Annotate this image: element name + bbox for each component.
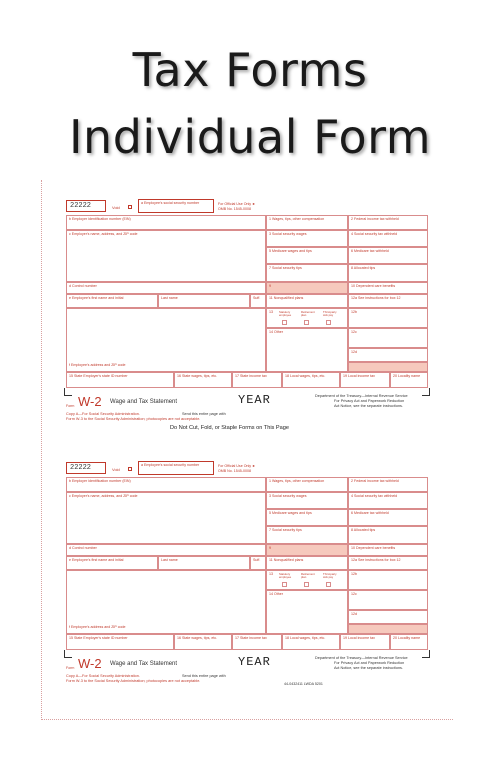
box-17-state-tax[interactable]: 17 State income tax	[232, 634, 282, 650]
box-20-locality[interactable]: 20 Locality name	[390, 372, 428, 388]
box-18-local-wages[interactable]: 18 Local wages, tips, etc.	[282, 372, 340, 388]
omb-number: OMB No. 1545-0008	[218, 469, 251, 473]
dept-line-2: For Privacy Act and Paperwork Reduction	[334, 399, 405, 403]
box-10-dependent-care[interactable]: 10 Dependent care benefits	[348, 282, 428, 294]
box-c-employer[interactable]: c Employer's name, address, and ZIP code	[66, 230, 266, 282]
w2-box-grid	[66, 460, 428, 650]
box-7-ss-tips[interactable]: 7 Social security tips	[266, 526, 348, 544]
box-b-ein[interactable]: b Employer identification number (EIN)	[66, 477, 266, 492]
send-page-line: Send this entire page with	[182, 412, 226, 416]
retirement-checkbox[interactable]	[304, 320, 309, 325]
form-code: 22222	[66, 200, 106, 212]
sickpay-checkbox[interactable]	[326, 320, 331, 325]
box-4-ss-tax[interactable]: 4 Social security tax withheld	[348, 492, 428, 509]
form-code: 22222	[66, 462, 106, 474]
box-13-sickpay-label: Third-party sick pay	[323, 310, 337, 317]
box-14-other[interactable]: 14 Other	[266, 328, 348, 372]
box-17-state-tax[interactable]: 17 State income tax	[232, 372, 282, 388]
box-13-retirement-label: Retirement plan	[301, 572, 315, 579]
box-shaded-blank	[348, 362, 428, 372]
box-13: 13	[266, 570, 348, 590]
box-18-local-wages[interactable]: 18 Local wages, tips, etc.	[282, 634, 340, 650]
box-15-state-id[interactable]: 15 State Employer's state ID number	[66, 372, 174, 388]
box-e-suffix[interactable]: Suff.	[250, 294, 266, 308]
w2-label: W-2	[78, 394, 102, 409]
box-1-wages[interactable]: 1 Wages, tips, other compensation	[266, 477, 348, 492]
box-shaded-blank	[348, 624, 428, 634]
box-13-statutory-label: Statutory employee	[279, 310, 292, 317]
box-5-medicare-wages[interactable]: 5 Medicare wages and tips	[266, 247, 348, 264]
box-2-federal-tax[interactable]: 2 Federal income tax withheld	[348, 477, 428, 492]
box-9: 9	[266, 544, 348, 556]
box-19-local-tax[interactable]: 19 Local income tax	[340, 372, 390, 388]
statement-title: Wage and Tax Statement	[110, 399, 178, 405]
do-not-cut-notice: Do Not Cut, Fold, or Staple Forms on This Page	[170, 425, 289, 431]
box-12c[interactable]: 12c	[348, 590, 428, 610]
official-use-label: For Official Use Only ►	[218, 202, 256, 206]
box-12b[interactable]: 12b	[348, 570, 428, 590]
box-e-first-name[interactable]: e Employee's first name and initial	[66, 294, 158, 308]
box-12a[interactable]: 12a See instructions for box 12	[348, 294, 428, 308]
tax-year: YEAR	[238, 393, 271, 407]
box-a-ssn[interactable]: a Employee's social security number	[138, 199, 214, 213]
box-e-first-name[interactable]: e Employee's first name and initial	[66, 556, 158, 570]
box-a-ssn[interactable]: a Employee's social security number	[138, 461, 214, 475]
box-3-ss-wages[interactable]: 3 Social security wages	[266, 492, 348, 509]
box-b-ein[interactable]: b Employer identification number (EIN)	[66, 215, 266, 230]
box-16-state-wages[interactable]: 16 State wages, tips, etc.	[174, 372, 232, 388]
form-word: Form	[66, 404, 75, 408]
dept-line-2: For Privacy Act and Paperwork Reduction	[334, 661, 405, 665]
sickpay-checkbox[interactable]	[326, 582, 331, 587]
copy-a-line: Copy A—For Social Security Administration.	[66, 674, 140, 678]
void-label: Void	[112, 467, 120, 472]
box-3-ss-wages[interactable]: 3 Social security wages	[266, 230, 348, 247]
statement-title: Wage and Tax Statement	[110, 661, 178, 667]
official-use-label: For Official Use Only ►	[218, 464, 256, 468]
box-2-federal-tax[interactable]: 2 Federal income tax withheld	[348, 215, 428, 230]
void-checkbox[interactable]	[128, 205, 132, 209]
retirement-checkbox[interactable]	[304, 582, 309, 587]
page-title-line2: Individual Form	[68, 110, 432, 164]
omb-number: OMB No. 1545-0008	[218, 207, 251, 211]
box-e-last-name[interactable]: Last name	[158, 556, 250, 570]
crop-mark	[422, 388, 430, 396]
box-4-ss-tax[interactable]: 4 Social security tax withheld	[348, 230, 428, 247]
void-label: Void	[112, 205, 120, 210]
box-13-sickpay-label: Third-party sick pay	[323, 572, 337, 579]
box-13-statutory-label: Statutory employee	[279, 572, 292, 579]
box-d-control[interactable]: d Control number	[66, 544, 266, 556]
box-e-last-name[interactable]: Last name	[158, 294, 250, 308]
dept-line-1: Department of the Treasury—Internal Revenue Service	[315, 394, 408, 398]
page-title-line1: Tax Forms	[132, 43, 368, 97]
form-codes: 44-0432411 LWDA 5201	[284, 682, 323, 686]
box-12a[interactable]: 12a See instructions for box 12	[348, 556, 428, 570]
form-word: Form	[66, 666, 75, 670]
box-10-dependent-care[interactable]: 10 Dependent care benefits	[348, 544, 428, 556]
box-f-label: f Employee's address and ZIP code	[66, 362, 266, 372]
box-5-medicare-wages[interactable]: 5 Medicare wages and tips	[266, 509, 348, 526]
box-20-locality[interactable]: 20 Locality name	[390, 634, 428, 650]
box-7-ss-tips[interactable]: 7 Social security tips	[266, 264, 348, 282]
dept-line-3: Act Notice, see the separate instructions.	[334, 666, 404, 670]
box-8-allocated-tips[interactable]: 8 Allocated tips	[348, 526, 428, 544]
w2-form-1	[66, 198, 428, 446]
box-6-medicare-tax[interactable]: 6 Medicare tax withheld	[348, 509, 428, 526]
w2-label: W-2	[78, 656, 102, 671]
crop-mark	[64, 388, 72, 396]
box-11-nonqualified[interactable]: 11 Nonqualified plans	[266, 556, 348, 570]
w2-box-grid	[66, 198, 428, 388]
box-8-allocated-tips[interactable]: 8 Allocated tips	[348, 264, 428, 282]
copy-form-w3-line: Form W-3 to the Social Security Administration; photocopies are not acceptable.	[66, 417, 201, 421]
dept-line-3: Act Notice, see the separate instructions.	[334, 404, 404, 408]
dept-line-1: Department of the Treasury—Internal Revenue Service	[315, 656, 408, 660]
crop-mark	[422, 650, 430, 658]
box-f-label: f Employee's address and ZIP code	[66, 624, 266, 634]
box-1-wages[interactable]: 1 Wages, tips, other compensation	[266, 215, 348, 230]
tax-year: YEAR	[238, 655, 271, 669]
box-13-retirement-label: Retirement plan	[301, 310, 315, 317]
statutory-checkbox[interactable]	[282, 582, 287, 587]
box-19-local-tax[interactable]: 19 Local income tax	[340, 634, 390, 650]
void-checkbox[interactable]	[128, 467, 132, 471]
box-16-state-wages[interactable]: 16 State wages, tips, etc.	[174, 634, 232, 650]
box-12d[interactable]: 12d	[348, 348, 428, 362]
crop-mark	[64, 650, 72, 658]
box-13: 13	[266, 308, 348, 328]
box-9: 9	[266, 282, 348, 294]
copy-a-line: Copy A—For Social Security Administration.	[66, 412, 140, 416]
box-11-nonqualified[interactable]: 11 Nonqualified plans	[266, 294, 348, 308]
box-15-state-id[interactable]: 15 State Employer's state ID number	[66, 634, 174, 650]
box-d-control[interactable]: d Control number	[66, 282, 266, 294]
w2-form-2	[66, 460, 428, 710]
box-14-other[interactable]: 14 Other	[266, 590, 348, 634]
send-page-line: Send this entire page with	[182, 674, 226, 678]
box-12b[interactable]: 12b	[348, 308, 428, 328]
copy-form-w3-line: Form W-3 to the Social Security Administration; photocopies are not acceptable.	[66, 679, 201, 683]
box-12c[interactable]: 12c	[348, 328, 428, 348]
box-6-medicare-tax[interactable]: 6 Medicare tax withheld	[348, 247, 428, 264]
box-c-employer[interactable]: c Employer's name, address, and ZIP code	[66, 492, 266, 544]
box-e-suffix[interactable]: Suff.	[250, 556, 266, 570]
box-12d[interactable]: 12d	[348, 610, 428, 624]
statutory-checkbox[interactable]	[282, 320, 287, 325]
